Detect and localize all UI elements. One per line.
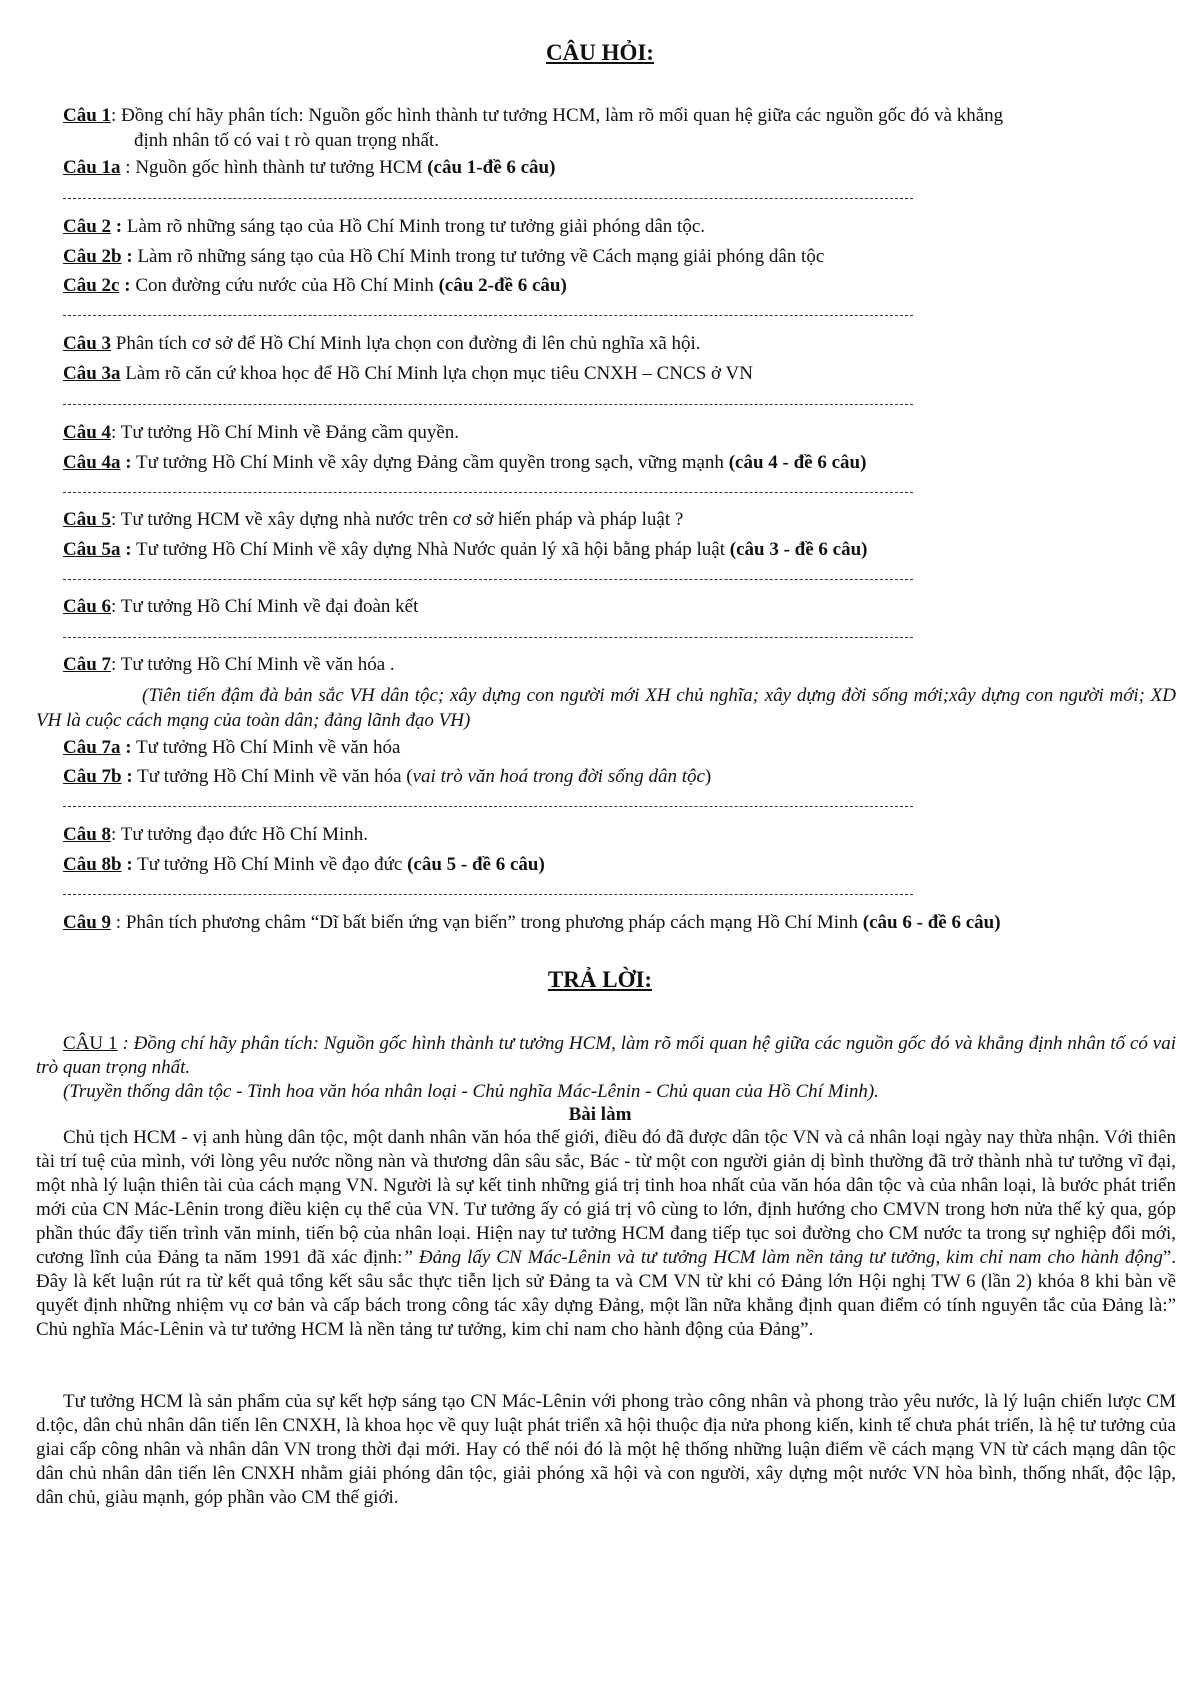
answer-paragraph-1: [36, 1126, 1176, 1342]
question-1a: [63, 155, 1173, 180]
question-label: Câu 4: [63, 422, 112, 443]
question-2b: [63, 244, 1173, 269]
question-text: Tư tưởng Hồ Chí Minh về xây dựng Đảng cầm quyền trong sạch, vững mạnh: [131, 452, 729, 473]
bai-lam-heading: Bài làm: [568, 1104, 632, 1125]
question-label: Câu 3a: [63, 363, 121, 384]
divider: [63, 637, 913, 638]
question-1: [63, 103, 1173, 128]
question-sep: :: [119, 275, 131, 296]
question-sep: :: [121, 854, 133, 875]
divider: [63, 315, 913, 316]
question-sep: :: [121, 246, 133, 267]
answer-question: [36, 1032, 1176, 1080]
answer-paragraph-2: Tư tưởng HCM là sản phẩm của sự kết hợp sáng tạo CN Mác-Lênin với phong trào công nhân và phong trào yêu nước, là lý luận chiến lược CM d.tộc, dân chủ nhân dân tiến lên CNXH, là khoa học về quy luật phát triển xã hội thuộc địa nửa phong kiến, kinh tế chưa phát triển, là hệ tư tưởng của giai cấp công nhân và nhân dân VN trong thời đại mới. Hay có thể nói đó là một hệ thống những luận điểm về cách mạng VN từ cách mạng dân tộc dân chủ nhân dân tiến lên CNXH nhằm giải phóng dân tộc, giải phóng xã hội và con người, xây dựng một nước VN hòa bình, thống nhất, độc lập, dân chủ, giàu mạnh, góp phần vào CM thế giới.: [36, 1391, 1176, 1508]
question-text: Tư tưởng Hồ Chí Minh về văn hóa (: [132, 766, 413, 787]
question-label: Câu 7b: [63, 766, 122, 787]
question-4a: [63, 450, 1173, 475]
question-text: Tư tưởng Hồ Chí Minh về văn hóa: [131, 737, 401, 758]
questions-heading: CÂU HỎI:: [546, 40, 654, 65]
question-label: Câu 8b: [63, 854, 122, 875]
divider: [63, 806, 913, 807]
question-label: Câu 8: [63, 824, 112, 845]
question-label: Câu 4a: [63, 452, 121, 473]
paragraph-text: Chủ tịch HCM - vị anh hùng dân tộc, một danh nhân văn hóa thế giới, điều đó đã được dân tộc VN và cả nhân loại ngày nay thừa nhận. Với thiên tài trí tuệ của mình, với lòng yêu nước nồng nàn và thương dân sâu sắc, Bác - từ một con người giản dị bình thường đã trở thành nhà tư tưởng vĩ đại, một nhà lý luận thiên tài của cách mạng VN. Người là sự kết tinh những giá trị tinh hoa nhất của văn hóa dân tộc và của nhân loại, là bước phát triển mới của CN Mác-Lênin trong điều kiện cụ thể của VN. Tư tưởng ấy có giá trị vô cùng to lớn, định hướng cho CMVN trong hơn nửa thế kỷ qua, góp phần thúc đẩy tiến trình văn minh, tiến bộ của nhân loại. Hiện nay tư tưởng HCM đang tiếp tục soi đường cho CM nước ta trong sự nghiệp đổi mới, cương lĩnh của Đảng ta năm 1991 đã xác định:: [36, 1127, 1176, 1268]
question-label: Câu 2: [63, 216, 112, 237]
question-sep: :: [121, 766, 133, 787]
exam-note: (câu 1-đề 6 câu): [427, 157, 556, 178]
question-text: Phân tích cơ sở để Hồ Chí Minh lựa chọn con đường đi lên chủ nghĩa xã hội.: [111, 333, 701, 354]
question-5a: [63, 537, 1173, 562]
question-text: Con đường cứu nước của Hồ Chí Minh: [130, 275, 439, 296]
question-sep: :: [120, 539, 132, 560]
question-2c: [63, 273, 1173, 298]
divider: [63, 492, 913, 493]
question-text: Đồng chí hãy phân tích: Nguồn gốc hình thành tư tưởng HCM, làm rõ mối quan hệ giữa các nguồn gốc đó và khẳng: [116, 105, 1004, 126]
question-1-continuation: định nhân tố có vai t rò quan trọng nhất.: [134, 130, 439, 151]
question-sep: :: [111, 422, 117, 443]
question-7: [63, 652, 1173, 677]
question-label: Câu 6: [63, 596, 112, 617]
question-8: [63, 822, 1173, 847]
question-4: [63, 420, 1173, 445]
question-5: [63, 507, 1173, 532]
question-text: Làm rõ những sáng tạo của Hồ Chí Minh trong tư tưởng giải phóng dân tộc.: [122, 216, 706, 237]
question-text: Tư tưởng đạo đức Hồ Chí Minh.: [116, 824, 369, 845]
exam-note: (câu 4 - đề 6 câu): [728, 452, 867, 473]
question-label: Câu 3: [63, 333, 112, 354]
question-label: Câu 5: [63, 509, 112, 530]
question-3: [63, 331, 1173, 356]
question-sep: :: [111, 912, 122, 933]
question-text: Làm rõ những sáng tạo của Hồ Chí Minh trong tư tưởng về Cách mạng giải phóng dân tộc: [132, 246, 825, 267]
question-text: Tư tưởng Hồ Chí Minh về đại đoàn kết: [116, 596, 419, 617]
question-sep: :: [111, 509, 117, 530]
question-sep: :: [120, 157, 131, 178]
question-label: Câu 2b: [63, 246, 122, 267]
question-6: [63, 594, 1173, 619]
answers-heading: TRẢ LỜI:: [547, 967, 653, 992]
question-label: Câu 1: [63, 105, 112, 126]
question-sep: :: [111, 105, 117, 126]
question-7b: [63, 764, 1173, 789]
answer-label: CÂU 1: [63, 1033, 118, 1054]
exam-note: (câu 2-đề 6 câu): [438, 275, 567, 296]
divider: [63, 198, 913, 199]
question-text: Tư tưởng Hồ Chí Minh về xây dựng Nhà Nước quản lý xã hội bằng pháp luật: [131, 539, 730, 560]
divider: [63, 894, 913, 895]
exam-note: (câu 5 - đề 6 câu): [407, 854, 545, 875]
question-sep: :: [111, 596, 117, 617]
question-sep: :: [111, 216, 123, 237]
question-text: Nguồn gốc hình thành tư tưởng HCM: [130, 157, 428, 178]
answer-hint: (Truyền thống dân tộc - Tinh hoa văn hóa nhân loại - Chủ nghĩa Mác-Lênin - Chủ quan của Hồ Chí Minh).: [63, 1081, 879, 1102]
question-label: Câu 7: [63, 654, 112, 675]
question-sep: :: [120, 452, 132, 473]
divider: [63, 404, 913, 405]
question-text: Làm rõ căn cứ khoa học để Hồ Chí Minh lựa chọn mục tiêu CNXH – CNCS ở VN: [120, 363, 753, 384]
question-sep: :: [120, 737, 132, 758]
question-2: [63, 214, 1173, 239]
paragraph-text: ”. Đây là kết luận rút ra từ kết quả tổng kết sâu sắc thực tiễn lịch sử Đảng ta và CM VN từ khi có Đảng lớn Hội nghị TW 6 (lần 2) khóa 8 khi bàn về quyết định những nhiệm vụ cơ bản và cấp bách trong công tác xây dựng Đảng, một lần nữa khẳng định quan điểm có tính nguyên tắc của Đảng là:” Chủ nghĩa Mác-Lênin và tư tưởng HCM là nền tảng tư tưởng, kim chỉ nam cho hành động của Đảng”.: [36, 1247, 1177, 1340]
question-text: Phân tích phương châm “Dĩ bất biến ứng vạn biến” trong phương pháp cách mạng Hồ Chí Minh: [121, 912, 863, 933]
question-sep: :: [111, 654, 117, 675]
question-3a: [63, 361, 1173, 386]
question-8b: [63, 852, 1173, 877]
question-label: Câu 9: [63, 912, 112, 933]
exam-note: (câu 6 - đề 6 câu): [862, 912, 1001, 933]
question-7-note: (Tiên tiến đậm đà bản sắc VH dân tộc; xây dựng con người mới XH chủ nghĩa; xây dựng đời sống mới;xây dựng con người mới; XD VH là cuộc cách mạng của toàn dân; đảng lãnh đạo VH): [36, 685, 1176, 731]
question-text: Tư tưởng Hồ Chí Minh về đạo đức: [132, 854, 408, 875]
question-label: Câu 5a: [63, 539, 121, 560]
question-9: [63, 910, 1173, 935]
question-italic: vai trò văn hoá trong đời sống dân tộc: [412, 766, 705, 787]
question-sep: :: [111, 824, 117, 845]
question-label: Câu 1a: [63, 157, 121, 178]
question-tail: ): [704, 766, 712, 787]
answer-question-text: : Đồng chí hãy phân tích: Nguồn gốc hình thành tư tưởng HCM, làm rõ mối quan hệ giữa các nguồn gốc đó và khẳng định nhân tố có vai trò quan trọng nhất.: [36, 1033, 1177, 1078]
exam-note: (câu 3 - đề 6 câu): [729, 539, 868, 560]
paragraph-quote: ” Đảng lấy CN Mác-Lênin và tư tưởng HCM làm nền tảng tư tưởng, kim chỉ nam cho hành động: [402, 1247, 1163, 1268]
question-7a: [63, 735, 1173, 760]
divider: [63, 579, 913, 580]
question-label: Câu 7a: [63, 737, 121, 758]
question-label: Câu 2c: [63, 275, 120, 296]
question-text: Tư tưởng HCM về xây dựng nhà nước trên cơ sở hiến pháp và pháp luật ?: [116, 509, 684, 530]
question-text: Tư tưởng Hồ Chí Minh về văn hóa .: [116, 654, 395, 675]
question-text: Tư tưởng Hồ Chí Minh về Đảng cầm quyền.: [116, 422, 460, 443]
